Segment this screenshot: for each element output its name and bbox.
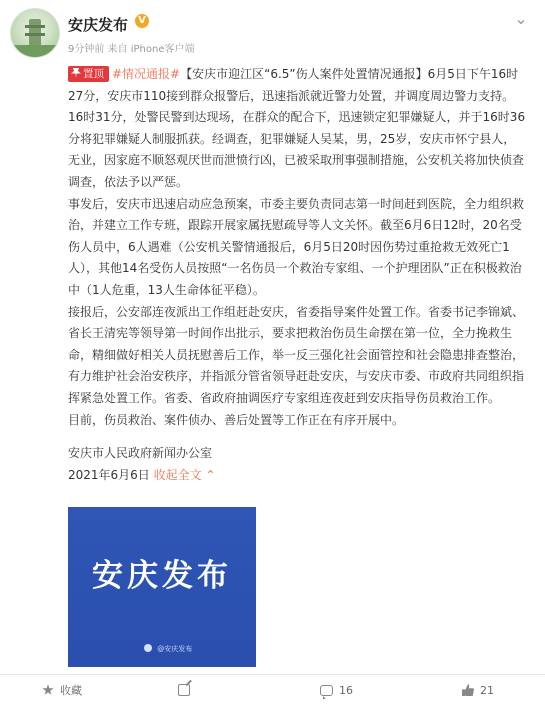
avatar[interactable] (10, 8, 60, 58)
like-button[interactable]: 21 (462, 675, 494, 705)
comment-button[interactable]: 16 (320, 675, 353, 705)
favorite-button[interactable]: 收藏 (42, 675, 82, 705)
post-paragraph-4: 目前，伤员救治、案件侦办、善后处置等工作正在有序开展中。 (68, 412, 405, 427)
post-paragraph-3: 接报后，公安部连夜派出工作组赶赴安庆，省委指导案件处置工作。省委书记李锦斌、省长王清宪等领导第一时间作出批示，要求把救治伤员生命摆在第一位，全力挽救生命，精细做好相关人员抚慰善后工作，举一反三强化社会面管控和社会隐患排查整治，有力维护社会治安秩序，并指派分管省领导赶赴安庆，与安庆市委、市政府共同组织指挥紧急处置工作。省委、省政府抽调医疗专家组连夜赶到安庆指导伤员救治工作。 (68, 304, 525, 405)
signature-date-row (68, 465, 526, 487)
collapse-link[interactable]: 收起全文 ⌃ (153, 467, 216, 482)
like-icon (462, 684, 474, 696)
verified-icon: V (135, 14, 149, 28)
paragraph-text: 【安庆市迎江区“6.5”伤人案件处置情况通报】6月5日下午16时27分，安庆市110接到群众报警后，迅速指派就近警力处置，并调度周边警力支持。16时31分，处警民警到达现场，在群众的配合下，迅速锁定犯罪嫌疑人，并于16时36分将犯罪嫌疑人制服抓获。经调查，犯罪嫌疑人吴某，男，25岁，安庆市怀宁县人，无业，因家庭不顺怒观厌世而泄愤行凶，已被采取刑事强制措施，公安机关将加快侦查调查，依法予以严惩。 (68, 67, 526, 189)
image-title: 安庆发布 (92, 558, 232, 594)
top-tag: 置顶 (68, 66, 109, 82)
signature: 安庆市人民政府新闻办公室 (68, 446, 213, 461)
chevron-up-icon: ⌃ (205, 467, 216, 482)
pin-icon (71, 68, 81, 78)
post-footer (0, 674, 545, 705)
ground-icon (11, 45, 59, 57)
topic-link[interactable]: #情况通报# (112, 67, 181, 81)
post-image[interactable] (68, 507, 256, 667)
image-credit: @安庆发布 (144, 644, 192, 654)
post-content (68, 64, 526, 486)
tower-icon (29, 19, 41, 45)
post-meta: 9分钟前 来自 iPhone客户端 (68, 44, 195, 55)
post-paragraph-1 (68, 64, 526, 194)
share-button[interactable] (178, 675, 196, 705)
chevron-down-icon[interactable]: ⌄ (514, 9, 528, 28)
share-icon (178, 684, 190, 696)
post-header (0, 0, 545, 60)
weibo-icon (144, 644, 152, 652)
post-date: 2021年6月6日 (68, 467, 150, 482)
comment-icon (320, 685, 333, 696)
star-icon (42, 684, 54, 696)
post-paragraph-2: 事发后，安庆市迅速启动应急预案，市委主要负责同志第一时间赶到医院，全力组织救治，并建立工作专班，跟踪开展家属抚慰疏导等人文关怀。截至6月6日12时，20名受伤人员中，6人遇难（公安机关警情通报后，6月5日20时因伤势过重抢救无效死亡1人），其他14名受伤人员按照“一名伤员一个救治专家组、一个护理团队”正在积极救治中（1人危重，13人生命体征平稳）。 (68, 196, 525, 297)
account-name[interactable]: 安庆发布 (68, 16, 129, 34)
